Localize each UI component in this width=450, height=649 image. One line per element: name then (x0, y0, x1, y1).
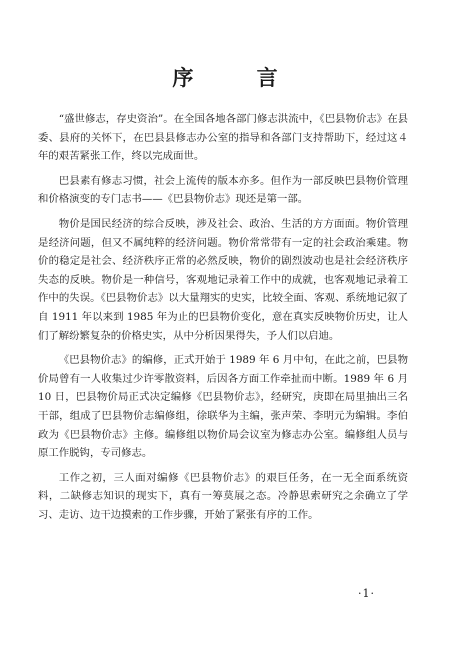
paragraph: 《巴县物价志》的编修，正式开始于 1989 年 6 月中旬，在此之前，巴县物价局曾有一人收集过少许零散资料，后因各方面工作牵扯而中断。1989 年 6 月 10 日，巴县物价局正式决定编修《巴县物价志》，经研究，庚即在局里抽出三名干部，组成了巴县物价志编修组，徐联华为主编，张声荣、李明元为编辑。李伯政为《巴县物价志》主修。编修组以物价局会议室为修志办公室。编修组人员与原工作脱钩，专司修志。 (38, 354, 408, 460)
paragraph: 物价是国民经济的综合反映，涉及社会、政治、生活的方方面面。物价管理是经济问题，但又不属纯粹的经济问题。物价常常带有一定的社会政治乘建。物价的稳定是社会、经济秩序正常的必然反映，物价的剧烈波动也是社会经济秩序失态的反映。物价是一种信号，客观地记录着工作中的成就，也客观地记录着工作中的失误。《巴县物价志》以大量翔实的史实，比较全面、客观、系统地记叙了自 1911 年以来到 1985 年为止的巴县物价变化，意在真实反映物价历史，让人们了解纷繁复杂的价格史实，从中分析因果得失，予人们以启迪。 (38, 217, 408, 342)
paragraph: “盛世修志，存史资治”。在全国各地各部门修志洪流中，《巴县物价志》在县委、县府的关怀下，在巴县县修志办公室的指导和各部门支持帮助下，经过这４年的艰苦紧张工作，终以完成面世。 (38, 113, 408, 163)
page-title: 序 言 (172, 65, 306, 90)
paragraph: 工作之初，三人面对编修《巴县物价志》的艰巨任务，在一无全面系统资料，二缺修志知识的现实下，真有一筹莫展之态。冷静思索研究之余确立了学习、走访、边干边摸索的工作步骤，开始了紧张有序的工作。 (38, 471, 408, 521)
page-number: ·1· (358, 587, 375, 600)
paragraph: 巴县素有修志习惯，社会上流传的版本亦多。但作为一部反映巴县物价管理和价格演变的专门志书——《巴县物价志》现还是第一部。 (38, 174, 408, 206)
preface-body (38, 110, 408, 530)
